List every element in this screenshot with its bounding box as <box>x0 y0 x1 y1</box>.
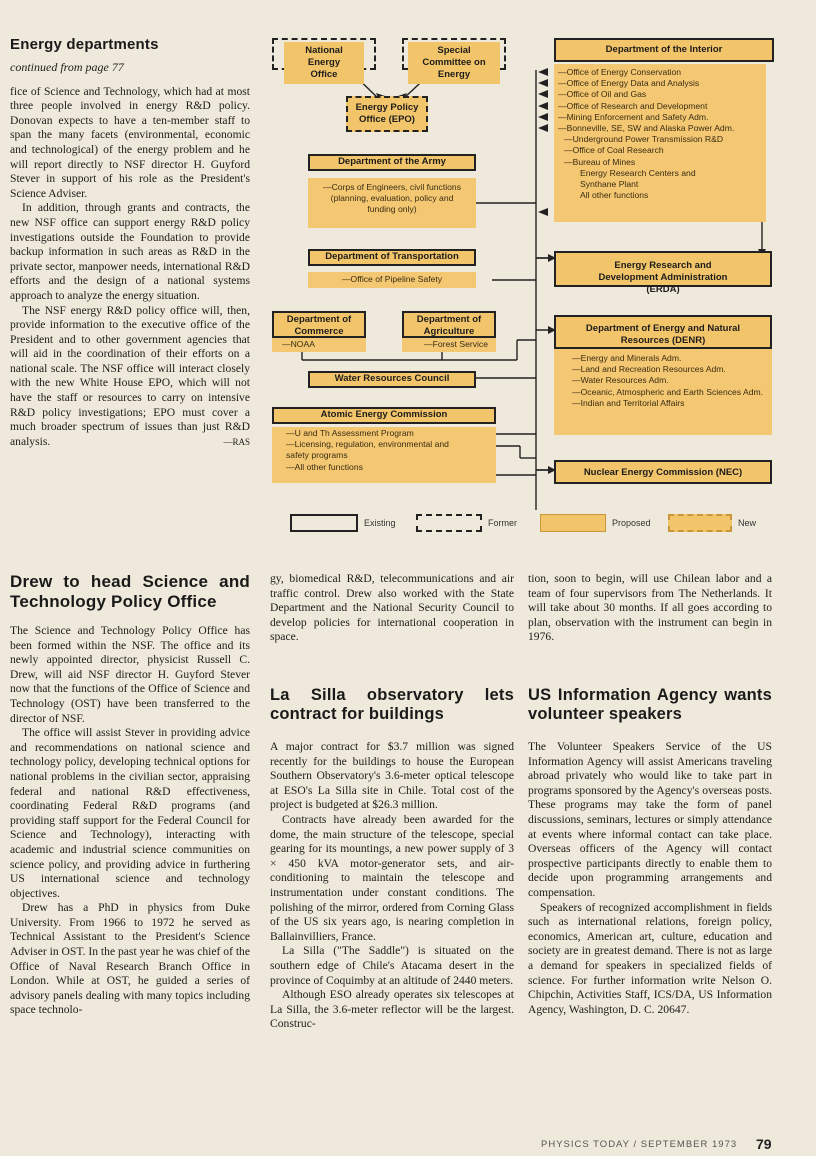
aec-item: —All other functions <box>286 461 363 472</box>
agriculture-title: Department of Agriculture <box>402 311 496 338</box>
paragraph: Although ESO already operates six telescopes at La Silla, the 3.6-meter reflector will be the largest. Construc- <box>270 988 514 1031</box>
interior-item: —Underground Power Transmission R&D <box>564 134 724 145</box>
interior-item: Energy Research Centers and <box>580 167 696 178</box>
legend-proposed-label: Proposed <box>612 518 651 528</box>
paragraph: The NSF energy R&D policy office will, then, provide information to the executive office of the President and to other government agencies that will aid in the coordination of their efforts on a national scale. The NSF office will interact closely with the new White House EPO, which will not have the staff or resources to carry on intensive R&D policy investigations; EPO must cover a much broader spectrum of issues than just R&D analysis. <box>10 303 250 448</box>
paragraph: A major contract for $3.7 million was signed recently for the buildings to house the European Southern Observatory's 3.6-meter optical telescope at ESO's La Silla site in Chile. Total cost of the project is budgeted at $26.3 million. <box>270 740 514 812</box>
interior-item: —Office of Oil and Gas <box>558 89 647 100</box>
army-title: Department of the Army <box>308 154 476 171</box>
water-resources-title: Water Resources Council <box>308 371 476 388</box>
paragraph: Drew has a PhD in physics from Duke University. From 1966 to 1972 he served as Technical Assistant to the President's Science Adviser in OST. In the past year he was chief of the Office of Naval Research Branch Office in London. While at OST, he guided a series of advisory panels dealing with many topics including space technolo- <box>10 901 250 1017</box>
legend-existing-label: Existing <box>364 518 396 528</box>
interior-item: —Office of Energy Conservation <box>558 67 682 77</box>
legend-existing-swatch <box>290 514 358 532</box>
denr-title: Department of Energy and Natural Resources (DENR) <box>554 315 772 349</box>
transportation-panel <box>308 272 476 288</box>
denr-item: —Indian and Territorial Affairs <box>572 397 685 408</box>
agriculture-item: —Forest Service <box>424 339 488 349</box>
legend-new-swatch <box>668 514 732 532</box>
energy-policy-office-box <box>346 96 428 132</box>
denr-item: —Water Resources Adm. <box>572 375 669 386</box>
national-energy-office-label: National Energy Office <box>284 42 364 84</box>
commerce-title: Department of Commerce <box>272 311 366 338</box>
paragraph: Speakers of recognized accomplishment in fields such as international relations, foreign policy, economics, American art, culture, education and society are in greatest demand. There is not as large a demand for speakers in specialized fields of science. For further information write Nelson O. Chipchin, Activities Staff, ICS/DA, US Information Agency, Washington, D. C. 20647. <box>528 900 772 1016</box>
army-item: —Corps of Engineers, civil functions (planning, evaluation, policy and funding only) <box>322 182 462 215</box>
usia-heading: US Information Agency wants volunteer speakers <box>528 686 772 723</box>
interior-title: Department of the Interior <box>554 38 774 62</box>
interior-item: Synthane Plant <box>580 179 639 190</box>
nec-box: Nuclear Energy Commission (NEC) <box>554 460 772 484</box>
lasilla-heading: La Silla observatory lets contract for buildings <box>270 686 514 723</box>
paragraph: The Science and Technology Policy Office has been formed within the NSF. The office and its newly appointed director, physicist Russell C. Drew, will aid NSF director H. Guyford Stever now that the functions of the Office of Science and Technology (OST) have been transferred to the director of NSF. <box>10 624 250 725</box>
lasilla-continuation <box>528 572 772 645</box>
paragraph: fice of Science and Technology, which had at most three people involved in energy R&D policy. Donovan expects to have a ten-member staff to span the many facets (environmental, economic and technological) of the energy problem and he will report directly to NSF director H. Guyford Stever in support of his role as the President's Science Adviser. <box>10 84 250 200</box>
interior-item: —Office of Research and Development <box>558 100 708 111</box>
org-chart <box>262 30 782 550</box>
legend-new-label: New <box>738 518 757 528</box>
lasilla-column <box>270 686 514 1032</box>
usia-column <box>528 686 772 1017</box>
denr-item: —Energy and Minerals Adm. <box>572 353 682 363</box>
aec-item: —U and Th Assessment Program <box>286 428 414 438</box>
aec-title: Atomic Energy Commission <box>272 407 496 424</box>
drew-column <box>10 572 250 1018</box>
drew-heading: Drew to head Science and Technology Policy Office <box>10 572 250 611</box>
commerce-panel <box>272 338 366 352</box>
denr-item: —Oceanic, Atmospheric and Earth Sciences Adm. <box>572 386 764 397</box>
interior-item: —Mining Enforcement and Safety Adm. <box>558 111 709 122</box>
paragraph: In addition, through grants and contracts, the new NSF office can support energy R&D policy investigations outside the Foundation to provide backup information in such areas as R&D in the private sector, manpower needs, international R&D efforts and the design of a national systems approach to analyze the energy situation. <box>10 201 250 302</box>
paragraph: La Silla ("The Saddle") is situated on the southern edge of Chile's Atacama desert in the province of Coquimby at an altitude of 2440 meters. <box>270 944 514 987</box>
special-committee-label: Special Committee on Energy <box>408 42 500 84</box>
paragraph: tion, soon to begin, will use Chilean labor and a team of four supervisors from The Netherlands. It will take about 30 months. If all goes according to plan, observation with the instrument can begin in 1976. <box>528 572 772 644</box>
legend-proposed-swatch <box>540 514 606 532</box>
interior-item: —Office of Energy Data and Analysis <box>558 78 700 89</box>
legend-former-label: Former <box>488 518 517 528</box>
interior-item: All other functions <box>580 190 649 201</box>
denr-panel <box>554 349 772 435</box>
interior-panel <box>554 64 766 222</box>
section-heading: Energy departments <box>10 36 159 53</box>
interior-item: —Bureau of Mines <box>564 156 636 167</box>
erda-box: Energy Research and Development Administration (ERDA) <box>554 251 772 287</box>
special-committee-box <box>402 38 506 80</box>
signature-text: —RAS <box>223 437 250 448</box>
page-number: 79 <box>756 1136 772 1152</box>
aec-item: —Licensing, regulation, environmental and safety programs <box>286 439 449 461</box>
paragraph: Contracts have already been awarded for the dome, the main structure of the telescope, special gearing for its mountings, a new power supply of 3 × 450 kVA motor-generator sets, and air-conditioning to maintain the telescope and instrumentation under constant conditions. The polishing of the mirror, ordered from Corning Glass of the US six years ago, is nearing completion in Ballainvilliers, France. <box>270 812 514 943</box>
interior-item: —Office of Coal Research <box>564 145 664 156</box>
army-panel <box>308 178 476 228</box>
denr-item: —Land and Recreation Resources Adm. <box>572 364 726 375</box>
paragraph: The office will assist Stever in providing advice and recommendations on national science and technology policy, developing technical options for national problems in the civilian sector, appraising federal and national R&D effectiveness, coordinating Federal R&D programs (and providing staff support for the Federal Council for Science and Technology), interacting with academic and industrial science communities on science policy, and providing advice in furthering US international science and technology objectives. <box>10 726 250 900</box>
transportation-item: —Office of Pipeline Safety <box>341 274 443 284</box>
transportation-title: Department of Transportation <box>308 249 476 266</box>
commerce-item: —NOAA <box>282 339 315 349</box>
national-energy-office-box <box>272 38 376 80</box>
agriculture-panel <box>402 338 496 352</box>
journal-footer: PHYSICS TODAY / SEPTEMBER 1973 <box>541 1139 738 1150</box>
energy-policy-office-label: Energy Policy Office (EPO) <box>355 102 419 125</box>
energy-departments-column <box>10 36 250 450</box>
continued-note: continued from page 77 <box>10 60 124 74</box>
legend <box>290 514 770 534</box>
drew-continuation <box>270 572 514 645</box>
paragraph: gy, biomedical R&D, telecommunications and air traffic control. Drew also worked with the State Department and the National Security Council to develop policies for international cooperation in space. <box>270 572 514 644</box>
legend-former-swatch <box>416 514 482 532</box>
paragraph: The Volunteer Speakers Service of the US Information Agency will assist Americans traveling abroad privately who would like to take part in programs sponsored by the Agency's overseas posts. These programs may take the form of panel discussions, seminars, lectures or simply attendance at events where informal contact can take place. Overseas officers of the Agency will contact prospective participants directly to enable them to decide upon programming arrangements and compensation. <box>528 740 772 899</box>
interior-item: —Bonneville, SE, SW and Alaska Power Adm. <box>558 123 735 134</box>
aec-panel <box>272 427 496 483</box>
